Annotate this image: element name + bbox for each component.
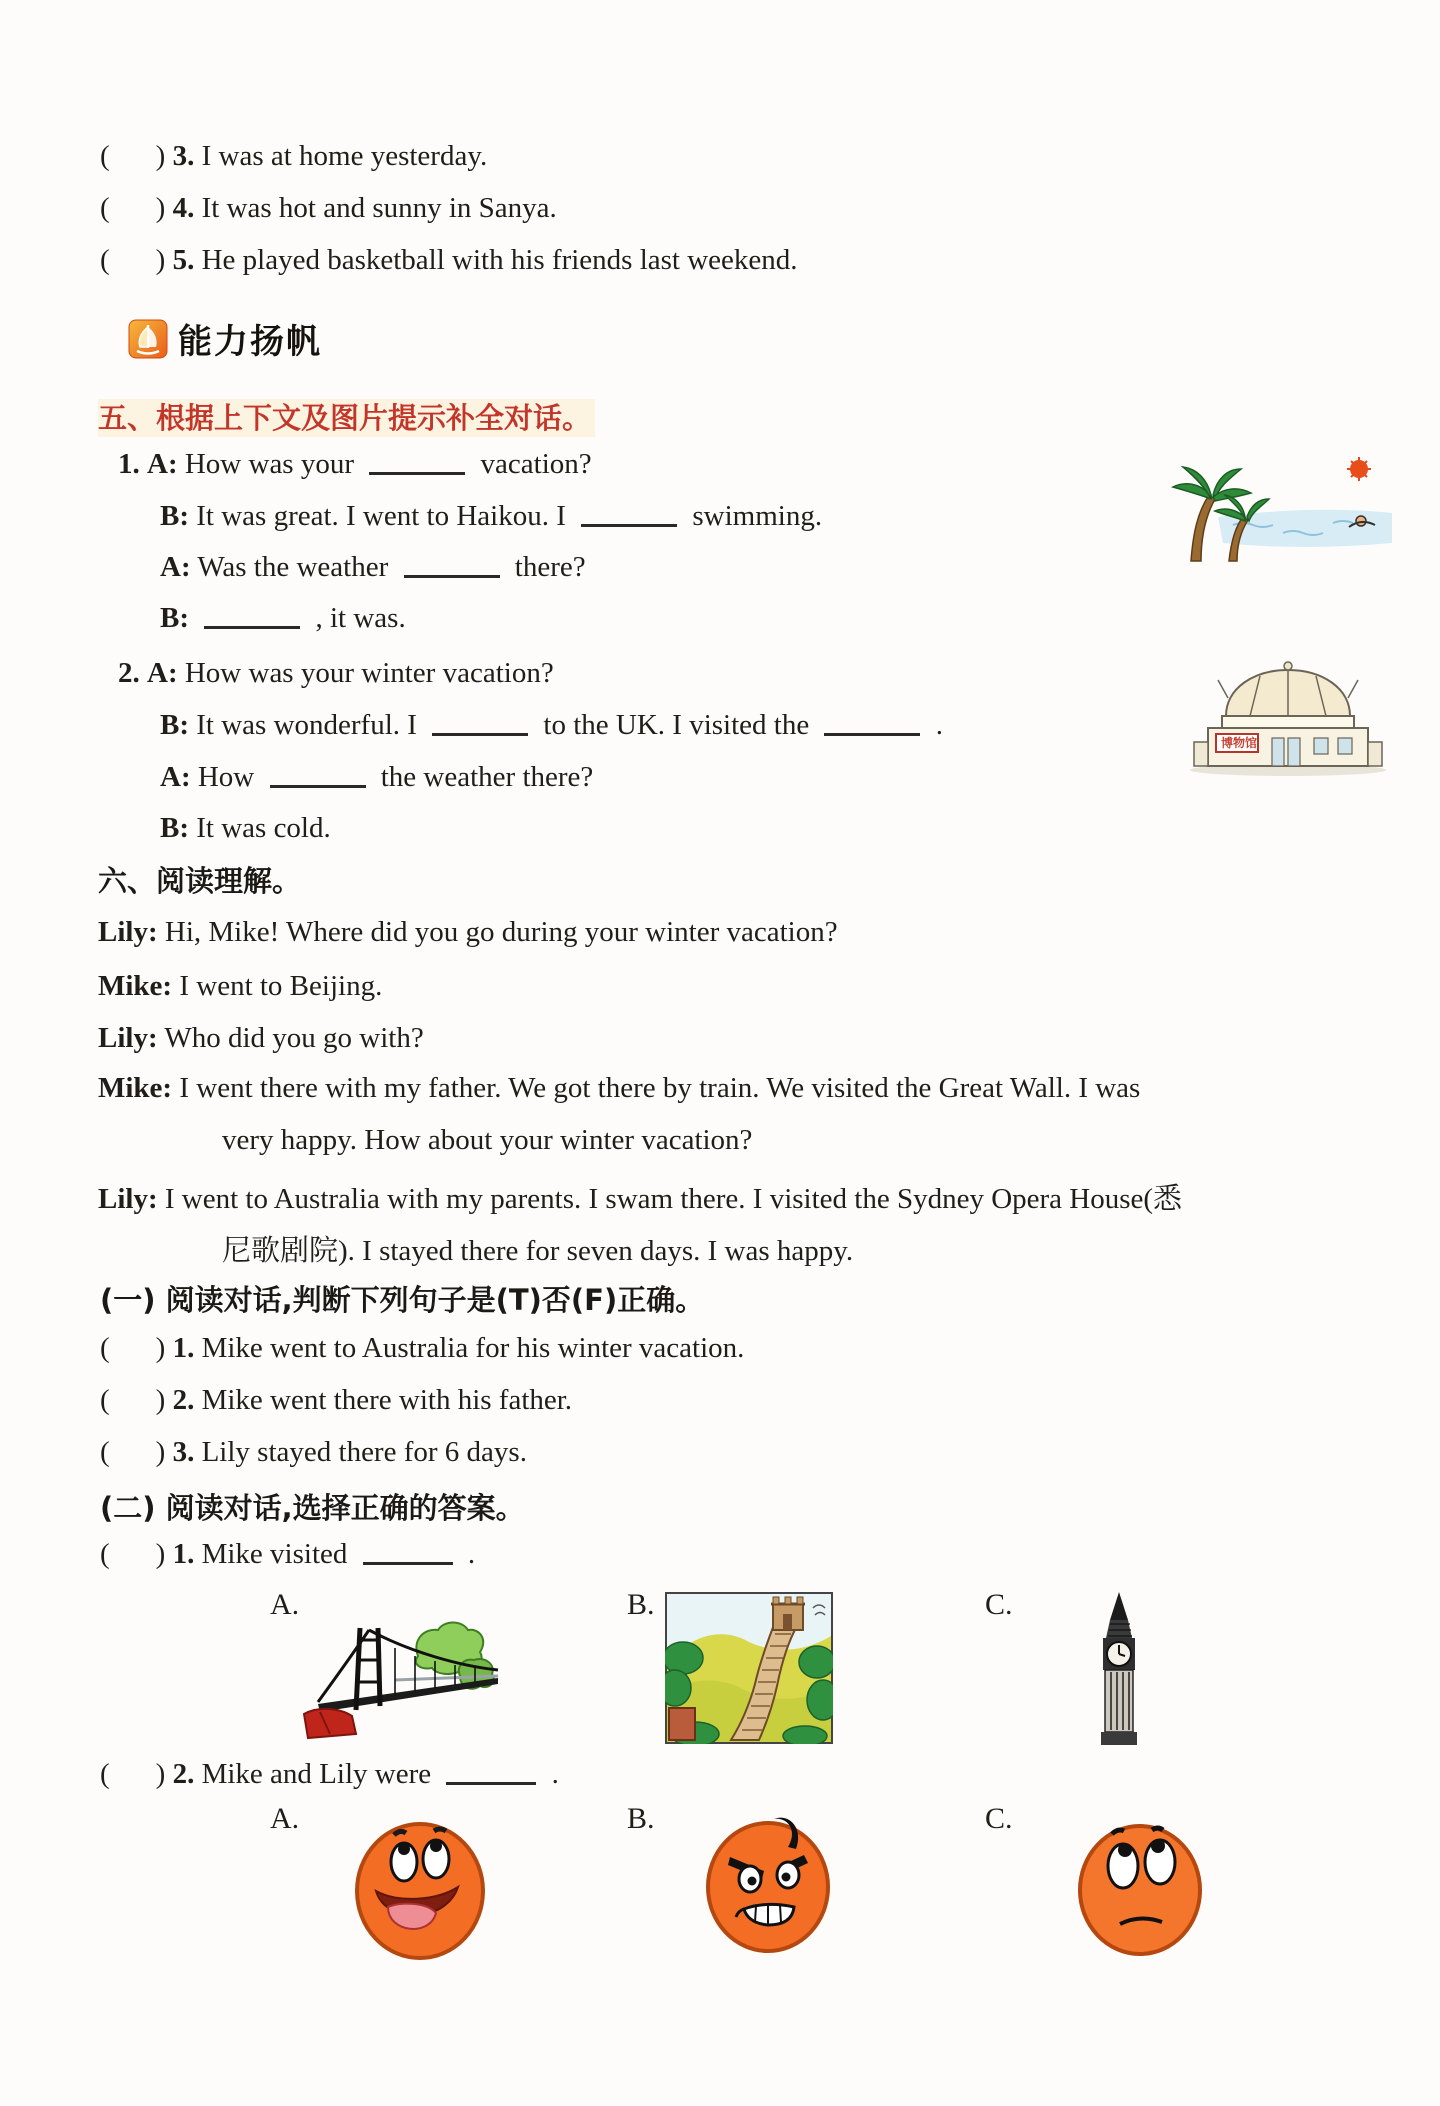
speaker-label: Lily: bbox=[98, 1022, 158, 1054]
speaker-label: Lily: bbox=[98, 1183, 158, 1215]
dialog-line bbox=[160, 500, 822, 533]
item-text: . bbox=[467, 1538, 476, 1570]
line-text: Hi, Mike! Where did you go during your winter vacation? bbox=[164, 916, 838, 948]
paren-open: ( bbox=[100, 1384, 110, 1416]
item-number: 3. bbox=[172, 140, 195, 172]
dialog-line bbox=[160, 761, 593, 794]
paren-open: ( bbox=[100, 192, 110, 224]
great-wall-drawing bbox=[665, 1592, 833, 1744]
item-text: . bbox=[551, 1758, 559, 1790]
speaker-label: B: bbox=[160, 500, 189, 532]
item-number: 2. bbox=[172, 1384, 195, 1416]
blank-line bbox=[270, 780, 366, 788]
paren-close: ) bbox=[155, 140, 166, 172]
reading-dialog-continuation bbox=[222, 1124, 752, 1157]
worried-face-drawing bbox=[1068, 1812, 1218, 1964]
blank-line bbox=[204, 621, 300, 629]
blank-line bbox=[404, 570, 500, 578]
happy-face-option-image bbox=[342, 1815, 497, 1970]
speaker-label: A: bbox=[160, 761, 191, 793]
blank-line bbox=[446, 1777, 536, 1785]
item-text: It was hot and sunny in Sanya. bbox=[201, 192, 557, 224]
blank-line bbox=[824, 728, 920, 736]
speaker-label: B: bbox=[160, 602, 189, 634]
dialog-line bbox=[160, 551, 586, 584]
line-text: How was your bbox=[184, 448, 355, 480]
reading-dialog-line bbox=[98, 916, 838, 949]
speaker-label: Mike: bbox=[98, 1072, 173, 1104]
item-text: Lily stayed there for 6 days. bbox=[201, 1436, 527, 1468]
line-text: I went there with my father. We got there by train. We visited the Great Wall. I was bbox=[179, 1072, 1141, 1104]
blank-line bbox=[581, 519, 677, 527]
paren-close: ) bbox=[155, 1538, 166, 1570]
line-text: It was wonderful. I bbox=[196, 709, 417, 741]
paren-close: ) bbox=[155, 192, 166, 224]
section6-title-line bbox=[98, 859, 301, 900]
tf-item bbox=[100, 1384, 572, 1417]
line-text: vacation? bbox=[480, 448, 592, 480]
item-text: Mike and Lily were bbox=[201, 1758, 432, 1790]
big-ben-drawing bbox=[1088, 1590, 1150, 1747]
suspension-bridge-drawing bbox=[300, 1618, 500, 1740]
reading-dialog-continuation bbox=[222, 1228, 853, 1269]
line-text: I went to Australia with my parents. I swam there. I visited the Sydney Opera House(悉 bbox=[164, 1183, 1183, 1215]
option-label-b: B. bbox=[627, 1588, 655, 1621]
line-text: Was the weather bbox=[197, 551, 389, 583]
speaker-label: A: bbox=[147, 657, 178, 689]
paren-close: ) bbox=[155, 1436, 166, 1468]
section5-title-line bbox=[98, 396, 595, 437]
line-text: It was great. I went to Haikou. I bbox=[196, 500, 566, 532]
item-number: 5. bbox=[172, 244, 195, 276]
blank-line bbox=[432, 728, 528, 736]
dialog-line bbox=[118, 657, 554, 690]
line-text: there? bbox=[514, 551, 586, 583]
speaker-label: A: bbox=[160, 551, 191, 583]
option-label-c: C. bbox=[985, 1802, 1013, 1835]
paren-close: ) bbox=[155, 244, 166, 276]
paren-open: ( bbox=[100, 244, 110, 276]
option-label-c: C. bbox=[985, 1588, 1013, 1621]
line-text: the weather there? bbox=[380, 761, 594, 793]
beach-scene-drawing bbox=[1163, 455, 1393, 563]
item-number: 1. bbox=[172, 1332, 195, 1364]
choice-question bbox=[100, 1758, 559, 1791]
museum-sign-label: 博物馆 bbox=[1220, 736, 1257, 750]
angry-face-drawing bbox=[692, 1805, 850, 1963]
tf-item bbox=[100, 244, 798, 277]
speaker-label: B: bbox=[160, 812, 189, 844]
museum-building-drawing bbox=[1188, 658, 1393, 780]
worried-face-option-image bbox=[1068, 1812, 1218, 1969]
line-text: to the UK. I visited the bbox=[543, 709, 810, 741]
paren-open: ( bbox=[100, 1436, 110, 1468]
tf-item bbox=[100, 192, 557, 225]
bridge-option-image bbox=[300, 1618, 500, 1745]
reading-dialog-line bbox=[98, 970, 382, 1003]
blank-line bbox=[363, 1557, 453, 1565]
dialog-line bbox=[160, 602, 406, 635]
line-text: Who did you go with? bbox=[164, 1022, 424, 1054]
line-text: How bbox=[197, 761, 255, 793]
item-text: Mike went there with his father. bbox=[201, 1384, 573, 1416]
tf-item bbox=[100, 1332, 744, 1365]
item-number: 2. bbox=[172, 1758, 195, 1790]
line-text: I went to Beijing. bbox=[179, 970, 383, 1002]
item-text: He played basketball with his friends last weekend. bbox=[201, 244, 798, 276]
tf-item bbox=[100, 1436, 527, 1469]
happy-face-drawing bbox=[342, 1815, 497, 1965]
option-label-b: B. bbox=[627, 1802, 655, 1835]
paren-close: ) bbox=[155, 1384, 166, 1416]
part1-title: (一) 阅读对话,判断下列句子是(T)否(F)正确。 bbox=[100, 1283, 705, 1317]
museum-illustration bbox=[1188, 658, 1393, 785]
great-wall-option-image bbox=[665, 1592, 833, 1749]
dialog-number: 1. bbox=[118, 448, 140, 480]
section-header-title: 能力扬帆 bbox=[178, 322, 322, 362]
angry-face-option-image bbox=[692, 1805, 850, 1968]
reading-dialog-line bbox=[98, 1072, 1140, 1105]
paren-close: ) bbox=[155, 1758, 166, 1790]
item-number: 1. bbox=[172, 1538, 195, 1570]
item-number: 4. bbox=[172, 192, 195, 224]
section5-title: 五、根据上下文及图片提示补全对话。 bbox=[98, 399, 595, 437]
speaker-label: Lily: bbox=[98, 916, 158, 948]
line-text: , it was. bbox=[315, 602, 406, 634]
speaker-label: B: bbox=[160, 709, 189, 741]
section6-title: 六、阅读理解。 bbox=[98, 864, 302, 898]
line-text: How was your winter vacation? bbox=[184, 657, 554, 689]
big-ben-option-image bbox=[1088, 1590, 1150, 1752]
item-text: I was at home yesterday. bbox=[201, 140, 488, 172]
part2-title-line bbox=[100, 1486, 525, 1527]
dialog-line bbox=[160, 709, 943, 742]
line-text: It was cold. bbox=[196, 812, 331, 844]
option-label-a: A. bbox=[270, 1802, 300, 1835]
item-text: Mike went to Australia for his winter vacation. bbox=[201, 1332, 745, 1364]
dialog-line bbox=[118, 448, 592, 481]
paren-open: ( bbox=[100, 1538, 110, 1570]
blank-line bbox=[369, 467, 465, 475]
item-text: Mike visited bbox=[201, 1538, 348, 1570]
paren-open: ( bbox=[100, 1758, 110, 1790]
paren-close: ) bbox=[155, 1332, 166, 1364]
beach-vacation-illustration bbox=[1163, 455, 1393, 568]
speaker-label: Mike: bbox=[98, 970, 173, 1002]
line-text: very happy. How about your winter vacation? bbox=[222, 1124, 753, 1156]
sail-badge-icon bbox=[128, 319, 168, 359]
dialog-line bbox=[160, 812, 331, 845]
tf-item bbox=[100, 140, 487, 173]
line-text: 尼歌剧院). I stayed there for seven days. I was happy. bbox=[222, 1235, 854, 1267]
speaker-label: A: bbox=[147, 448, 178, 480]
paren-open: ( bbox=[100, 1332, 110, 1364]
choice-question bbox=[100, 1538, 475, 1571]
line-text: swimming. bbox=[692, 500, 823, 532]
reading-dialog-line bbox=[98, 1176, 1182, 1217]
item-number: 3. bbox=[172, 1436, 195, 1468]
section-header bbox=[128, 314, 322, 363]
part1-title-line bbox=[100, 1278, 704, 1319]
line-text: . bbox=[935, 709, 943, 741]
part2-title: (二) 阅读对话,选择正确的答案。 bbox=[100, 1491, 525, 1525]
paren-open: ( bbox=[100, 140, 110, 172]
option-label-a: A. bbox=[270, 1588, 300, 1621]
dialog-number: 2. bbox=[118, 657, 140, 689]
reading-dialog-line bbox=[98, 1022, 424, 1055]
